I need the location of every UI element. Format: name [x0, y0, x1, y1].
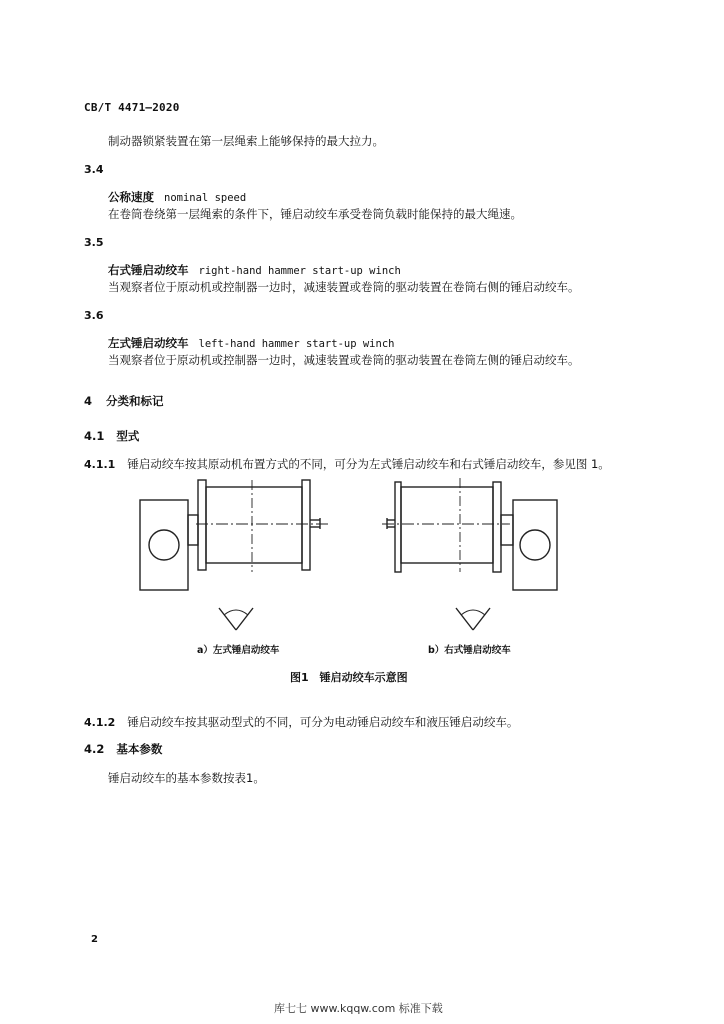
section-number: 4 — [84, 394, 93, 408]
definition-3-6: 当观察者位于原动机或控制器一边时，减速装置或卷筒的驱动装置在卷筒左侧的锤启动绞车。 — [108, 353, 580, 367]
section-title: 分类和标记 — [106, 394, 164, 408]
clause-number: 4.1.2 — [84, 716, 116, 729]
clause-number: 4.1.1 — [84, 458, 116, 471]
page-number: 2 — [91, 934, 98, 945]
section-number: 4.1 — [84, 429, 105, 443]
definition-3-3-continuation: 制动器锁紧装置在第一层绳索上能够保持的最大拉力。 — [108, 134, 384, 148]
figure-title: 图1 锤启动绞车示意图 — [290, 671, 408, 684]
clause-number-3-6: 3.6 — [84, 309, 104, 322]
figure-caption-a: a）左式锤启动绞车 — [197, 645, 280, 656]
section-title: 型式 — [116, 429, 140, 443]
term-en: right-hand hammer start-up winch — [198, 265, 401, 277]
figure-caption-b: b）右式锤启动绞车 — [428, 645, 511, 656]
term-zh: 公称速度 — [108, 190, 154, 204]
right-hand-winch-drawing — [382, 478, 557, 630]
section-number: 4.2 — [84, 742, 105, 756]
section-4-2-heading — [84, 741, 162, 757]
term-zh: 右式锤启动绞车 — [108, 263, 189, 277]
clause-text: 锤启动绞车按其驱动型式的不同，可分为电动锤启动绞车和液压锤启动绞车。 — [127, 715, 519, 729]
term-en: nominal speed — [164, 192, 247, 204]
clause-text: 锤启动绞车按其原动机布置方式的不同，可分为左式锤启动绞车和右式锤启动绞车，参见图 1。 — [127, 457, 610, 471]
section-title: 基本参数 — [116, 742, 163, 756]
footer-watermark: 库七七 www.kqqw.com 标准下载 — [274, 1002, 443, 1015]
definition-3-4: 在卷筒卷绕第一层绳索的条件下，锤启动绞车承受卷筒负载时能保持的最大绳速。 — [108, 207, 522, 221]
term-zh: 左式锤启动绞车 — [108, 336, 189, 350]
clause-4-1-2 — [84, 714, 518, 731]
clause-4-2-text: 锤启动绞车的基本参数按表1。 — [108, 771, 265, 785]
definition-3-5: 当观察者位于原动机或控制器一边时，减速装置或卷筒的驱动装置在卷筒右侧的锤启动绞车。 — [108, 280, 580, 294]
clause-number-3-5: 3.5 — [84, 236, 104, 249]
term-en: left-hand hammer start-up winch — [198, 338, 395, 350]
left-hand-winch-drawing — [140, 480, 330, 630]
standard-number: CB/T 4471—2020 — [84, 101, 180, 114]
clause-number-3-4: 3.4 — [84, 163, 104, 176]
